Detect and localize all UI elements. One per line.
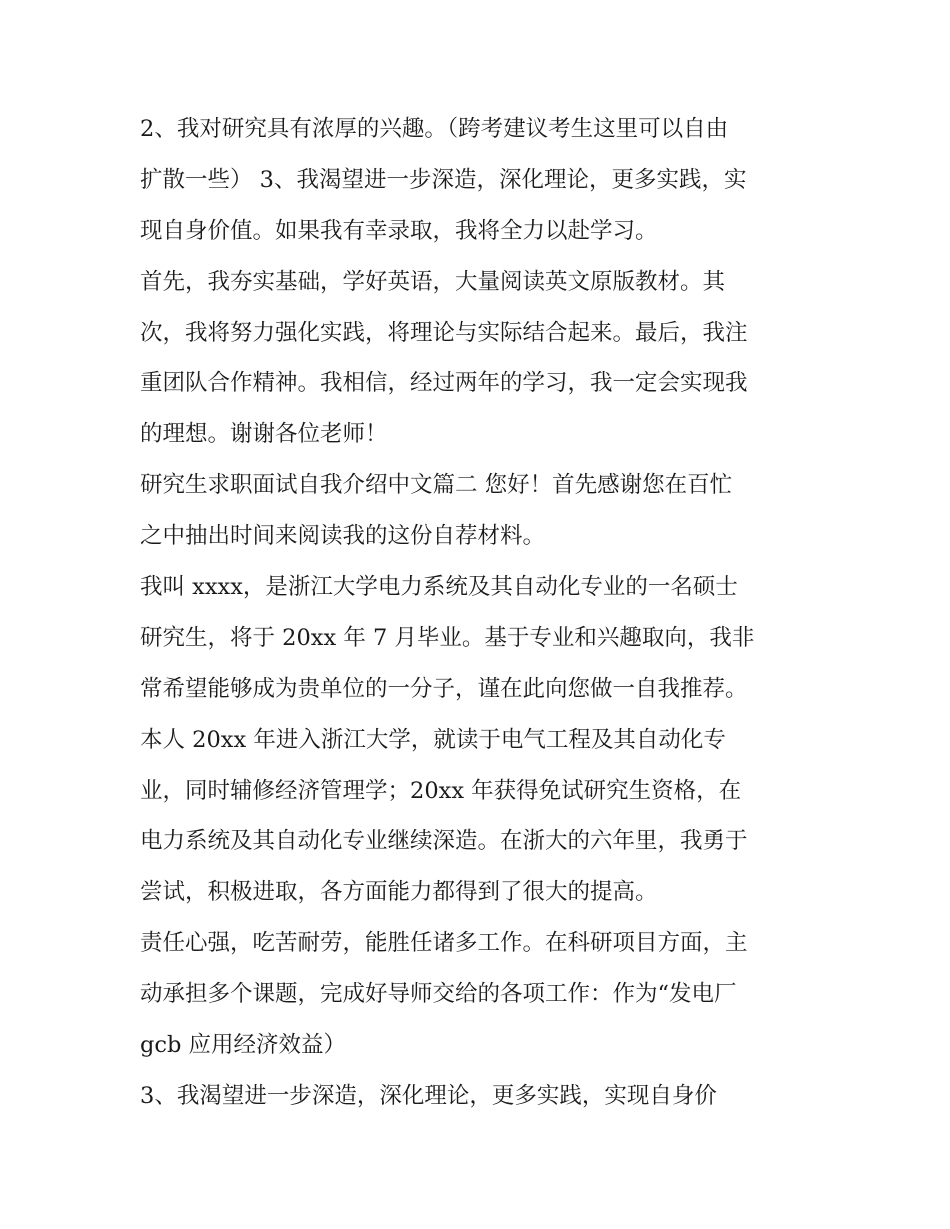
document-body — [140, 104, 820, 1122]
text-line-15: 电力系统及其自动化专业继续深造。在浙大的六年里，我勇于 — [140, 828, 748, 855]
text-line-7: 的理想。谢谢各位老师！ — [140, 421, 388, 448]
text-line-10: 我叫 xxxx，是浙江大学电力系统及其自动化专业的一名硕士 — [140, 574, 738, 601]
text-line-1: 2、我对研究具有浓厚的兴趣。（跨考建议考生这里可以自由 — [140, 116, 729, 142]
text-line-9: 之中抽出时间来阅读我的这份自荐材料。 — [140, 523, 546, 550]
text-line-4: 首先，我夯实基础，学好英语，大量阅读英文原版教材。其 — [140, 268, 726, 295]
text-line-5: 次，我将努力强化实践，将理论与实际结合起来。最后，我注 — [140, 319, 748, 346]
text-line-14: 业，同时辅修经济管理学；20xx 年获得免试研究生资格，在 — [140, 777, 742, 804]
text-line-13: 本人 20xx 年进入浙江大学，就读于电气工程及其自动化专 — [140, 726, 726, 753]
text-line-11: 研究生，将于 20xx 年 7 月毕业。基于专业和兴趣取向，我非 — [140, 624, 755, 651]
text-line-2: 扩散一些） 3、我渴望进一步深造，深化理论，更多实践，实 — [140, 166, 747, 193]
text-line-16: 尝试，积极进取，各方面能力都得到了很大的提高。 — [140, 879, 658, 906]
text-line-8: 研究生求职面试自我介绍中文篇二 您好！首先感谢您在百忙 — [140, 472, 733, 499]
text-line-6: 重团队合作精神。我相信，经过两年的学习，我一定会实现我 — [140, 370, 748, 397]
text-line-3: 现自身价值。如果我有幸录取，我将全力以赴学习。 — [140, 217, 658, 244]
text-line-19: gcb 应用经济效益） — [140, 1032, 347, 1059]
text-line-17: 责任心强，吃苦耐劳，能胜任诸多工作。在科研项目方面，主 — [140, 930, 748, 957]
text-line-12: 常希望能够成为贵单位的一分子，谨在此向您做一自我推荐。 — [140, 675, 748, 702]
text-line-20: 3、我渴望进一步深造，深化理论，更多实践，实现自身价 — [140, 1082, 717, 1109]
text-line-18: 动承担多个课题，完成好导师交给的各项工作：作为“发电厂 — [140, 981, 737, 1008]
